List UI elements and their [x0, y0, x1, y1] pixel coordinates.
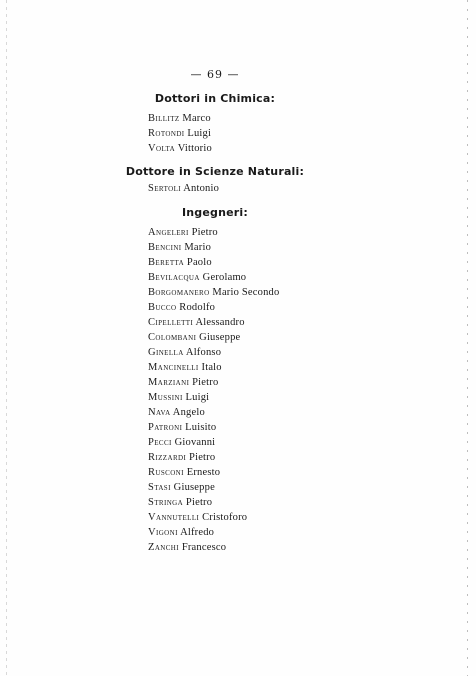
name-entry [148, 181, 219, 196]
given-name: Luigi [187, 128, 212, 139]
given-name: Ernesto [186, 467, 221, 478]
surname: Nava [148, 407, 171, 418]
name-entry [148, 345, 279, 360]
surname: Borgomanero [148, 287, 210, 298]
page-edge-right [467, 0, 468, 676]
surname: Patroni [148, 422, 183, 433]
page-number: — 69 — [190, 68, 240, 81]
given-name: Alfredo [180, 527, 215, 538]
name-entry [148, 225, 279, 240]
surname: Rusconi [148, 467, 184, 478]
name-entry [148, 315, 279, 330]
surname: Rotondi [148, 128, 185, 139]
surname: Vigoni [148, 527, 178, 538]
surname: Bevilacqua [148, 272, 200, 283]
surname: Volta [148, 143, 176, 154]
surname: Colombani [148, 332, 197, 343]
given-name: Angelo [172, 407, 205, 418]
name-entry [148, 111, 212, 126]
surname: Mancinelli [148, 362, 199, 373]
section-heading-scienze-naturali: Dottore in Scienze Naturali: [125, 165, 305, 178]
name-entry [148, 405, 279, 420]
name-entry [148, 141, 212, 156]
given-name: Alessandro [195, 317, 245, 328]
given-name: Giovanni [174, 437, 216, 448]
name-entry [148, 510, 279, 525]
given-name: Pietro [185, 497, 213, 508]
surname: Pecci [148, 437, 172, 448]
surname: Vannutelli [148, 512, 200, 523]
given-name: Vittorio [177, 143, 212, 154]
names-list-chimica [148, 111, 212, 156]
name-entry [148, 270, 279, 285]
name-entry [148, 330, 279, 345]
section-heading-chimica: Dottori in Chimica: [154, 92, 276, 105]
surname: Marziani [148, 377, 190, 388]
name-entry [148, 390, 279, 405]
surname: Rizzardi [148, 452, 187, 463]
surname: Sertoli [148, 183, 181, 194]
given-name: Mario [184, 242, 212, 253]
surname: Mussini [148, 392, 183, 403]
names-list-ingegneri [148, 225, 279, 555]
name-entry [148, 360, 279, 375]
name-entry [148, 126, 212, 141]
surname: Zanchi [148, 542, 179, 553]
names-list-scienze-naturali [148, 181, 219, 196]
given-name: Giuseppe [199, 332, 241, 343]
given-name: Pietro [192, 377, 219, 388]
given-name: Alfonso [185, 347, 222, 358]
given-name: Pietro [189, 452, 216, 463]
given-name: Paolo [186, 257, 212, 268]
name-entry [148, 480, 279, 495]
surname: Billitz [148, 113, 180, 124]
section-heading-ingegneri: Ingegneri: [181, 206, 249, 219]
name-entry [148, 255, 279, 270]
name-entry [148, 495, 279, 510]
surname: Bucco [148, 302, 177, 313]
name-entry [148, 465, 279, 480]
surname: Bencini [148, 242, 182, 253]
surname: Angeleri [148, 227, 189, 238]
surname: Cipelletti [148, 317, 194, 328]
given-name: Marco [182, 113, 211, 124]
given-name: Gerolamo [202, 272, 247, 283]
given-name: Italo [201, 362, 222, 373]
given-name: Cristoforo [202, 512, 248, 523]
name-entry [148, 420, 279, 435]
surname: Stringa [148, 497, 184, 508]
given-name: Antonio [183, 183, 220, 194]
name-entry [148, 540, 279, 555]
given-name: Giuseppe [173, 482, 215, 493]
given-name: Luisito [185, 422, 217, 433]
surname: Ginella [148, 347, 184, 358]
name-entry [148, 435, 279, 450]
given-name: Pietro [191, 227, 218, 238]
name-entry [148, 375, 279, 390]
surname: Stasi [148, 482, 171, 493]
name-entry [148, 300, 279, 315]
name-entry [148, 525, 279, 540]
given-name: Francesco [181, 542, 227, 553]
given-name: Mario Secondo [212, 287, 280, 298]
name-entry [148, 240, 279, 255]
name-entry [148, 450, 279, 465]
name-entry [148, 285, 279, 300]
surname: Beretta [148, 257, 185, 268]
given-name: Luigi [185, 392, 210, 403]
given-name: Rodolfo [179, 302, 216, 313]
